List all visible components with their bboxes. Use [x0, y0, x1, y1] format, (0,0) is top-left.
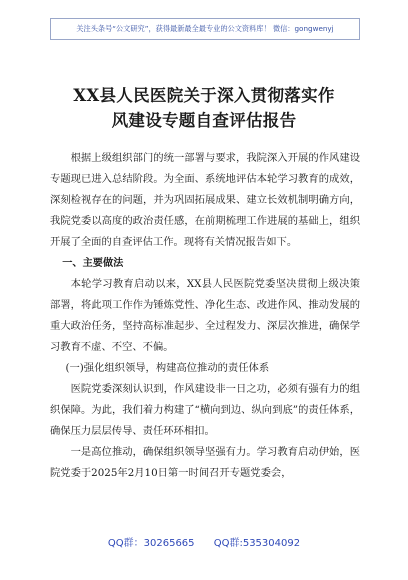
section1-paragraph: 本轮学习教育启动以来，XX县人民医院党委坚决贯彻上级决策部署，将此项工作作为锤炼党性、净化生态、改进作风、推动发展的重大政治任务，坚持高标准起步、全过程发力、深层次推进，确保学习教育不虚、不空、不偏。	[50, 278, 360, 353]
document-title-line1: XX县人民医院关于深入贯彻落实作	[73, 86, 335, 105]
subsection1-paragraph: 医院党委深刻认识到，作风建设非一日之功，必须有强有力的组织保障。为此，我们着力构建了“横向到边、纵向到底”的责任体系，确保压力层层传导、责任环环相扣。	[50, 383, 360, 437]
intro-paragraph: 根据上级组织部门的统一部署与要求，我院深入开展的作风建设专题现已进入总结阶段。为全面、系统地评估本轮学习教育的成效，深刻检视存在的问题，并为巩固拓展成果、建立长效机制明确方向，我院党委以高度的政治责任感，在前期梳理工作进展的基础上，组织开展了全面的自查评估工作。现将有关情况报告如下。	[50, 152, 360, 248]
footer-qq2: QQ群:535304092	[213, 538, 301, 549]
footer	[0, 534, 408, 549]
subsection1-heading: (一)强化组织领导，构建高位推动的责任体系	[65, 362, 270, 374]
footer-qq1: QQ群：30265665	[107, 538, 195, 549]
top-banner	[50, 18, 360, 40]
document-body	[50, 148, 360, 484]
document-title-line2: 风建设专题自查评估报告	[111, 111, 297, 130]
section1-heading: 一、主要做法	[62, 258, 124, 269]
banner-text: 关注头条号“公文研究”，获得最新最全最专业的公文资料库！ 微信：gongwenyj	[76, 24, 334, 33]
subsection1-paragraph2: 一是高位推动，确保组织领导坚强有力。学习教育启动伊始，医院党委于2025年2月10日第一时间召开专题党委会，	[50, 446, 360, 479]
